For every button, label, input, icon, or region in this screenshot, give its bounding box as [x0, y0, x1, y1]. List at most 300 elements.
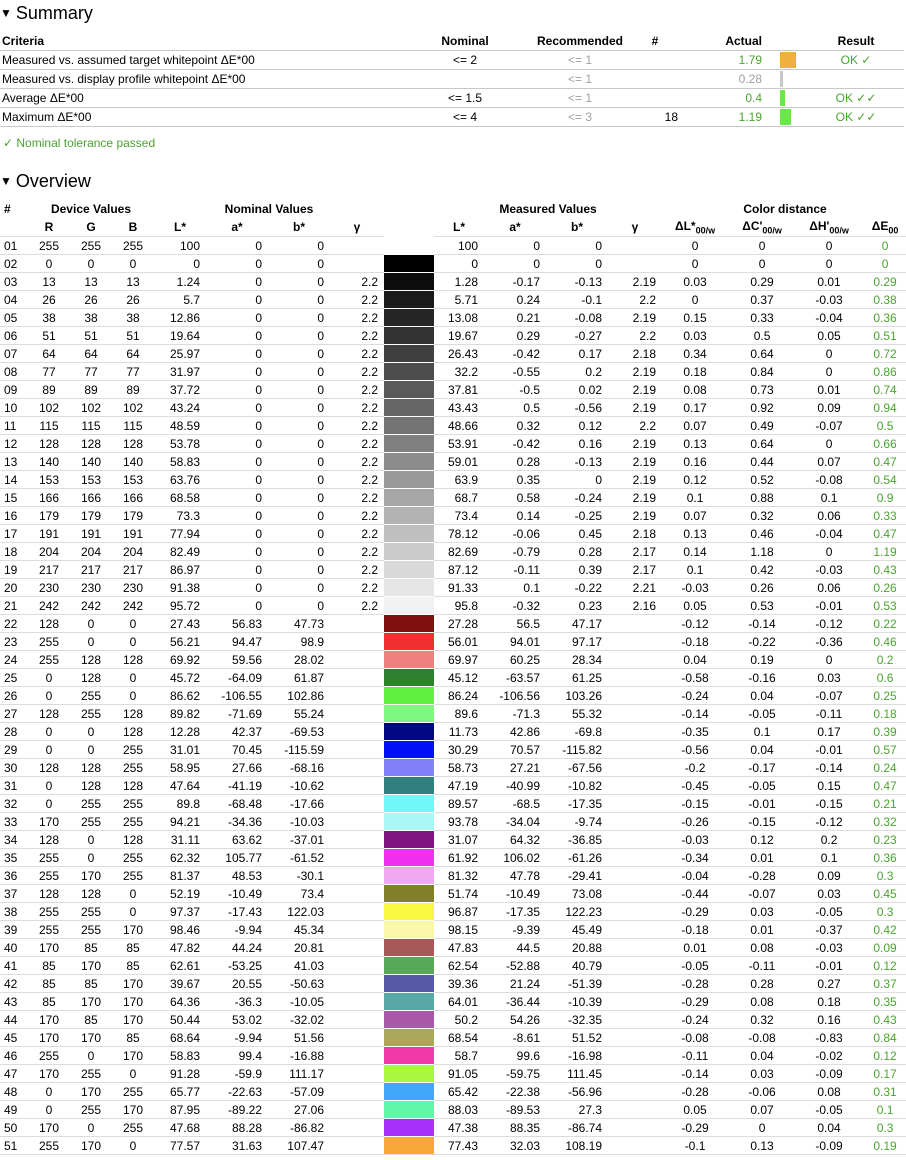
delta-h-cell: 0.07 [796, 453, 862, 471]
nominal-a-cell: 99.4 [206, 1047, 268, 1065]
device-g-cell: 128 [70, 435, 112, 453]
device-r-cell: 255 [28, 867, 70, 885]
color-swatch [384, 957, 434, 975]
device-b-cell: 255 [112, 813, 154, 831]
table-row [0, 327, 906, 345]
measured-a-cell: 0.29 [484, 327, 546, 345]
table-row [0, 867, 906, 885]
delta-h-cell: -0.05 [796, 1101, 862, 1119]
color-swatch [384, 1083, 434, 1101]
nominal-gamma-cell: 2.2 [330, 435, 384, 453]
device-r-cell: 85 [28, 993, 70, 1011]
delta-h-cell: -0.08 [796, 471, 862, 489]
measured-a-cell: -10.49 [484, 885, 546, 903]
device-b-cell: 128 [112, 777, 154, 795]
delta-e-cell: 0.09 [862, 939, 906, 957]
nominal-b-cell: 0 [268, 435, 330, 453]
nominal-l-cell: 52.19 [154, 885, 206, 903]
device-r-cell: 89 [28, 381, 70, 399]
device-r-cell: 0 [28, 777, 70, 795]
nominal-b-cell: 0 [268, 417, 330, 435]
device-r-cell: 128 [28, 615, 70, 633]
nominal-a-cell: 0 [206, 525, 268, 543]
summary-recommended-cell: <= 1 [530, 51, 630, 70]
device-b-cell: 170 [112, 993, 154, 1011]
delta-e-cell: 0.39 [862, 723, 906, 741]
device-b-cell: 242 [112, 597, 154, 615]
nominal-gamma-cell [330, 849, 384, 867]
device-g-cell: 77 [70, 363, 112, 381]
measured-l-cell: 91.33 [434, 579, 484, 597]
device-r-cell: 255 [28, 633, 70, 651]
nominal-a-cell: 59.56 [206, 651, 268, 669]
nominal-a-cell: -89.22 [206, 1101, 268, 1119]
nominal-gamma-cell [330, 957, 384, 975]
nominal-gamma-cell [330, 777, 384, 795]
delta-h-cell: 0.09 [796, 399, 862, 417]
summary-count-cell [630, 70, 680, 89]
delta-c-cell: -0.16 [728, 669, 796, 687]
patch-number-cell: 18 [0, 543, 28, 561]
delta-h-cell: 0.08 [796, 1083, 862, 1101]
table-row [0, 291, 906, 309]
table-row [0, 1137, 906, 1155]
color-swatch [384, 525, 434, 543]
nominal-l-header: L* [174, 220, 186, 234]
delta-c-cell: 0.1 [728, 723, 796, 741]
summary-table [0, 32, 904, 127]
nominal-gamma-cell [330, 669, 384, 687]
patch-number-cell: 36 [0, 867, 28, 885]
delta-c-cell: 0.03 [728, 903, 796, 921]
recommended-header: Recommended [536, 34, 624, 48]
device-b-cell: 0 [112, 687, 154, 705]
device-r-cell: 26 [28, 291, 70, 309]
nominal-l-cell: 89.82 [154, 705, 206, 723]
color-swatch [384, 669, 434, 687]
measured-a-cell: -0.55 [484, 363, 546, 381]
nominal-a-cell: -71.69 [206, 705, 268, 723]
nominal-gamma-cell: 2.2 [330, 291, 384, 309]
device-g-cell: 13 [70, 273, 112, 291]
device-r-cell: 0 [28, 795, 70, 813]
measured-gamma-cell [608, 921, 662, 939]
color-swatch [384, 741, 434, 759]
delta-e-cell: 0.47 [862, 525, 906, 543]
device-b-cell: 128 [112, 435, 154, 453]
device-b-cell: 128 [112, 651, 154, 669]
measured-b-cell: -67.56 [546, 759, 608, 777]
measured-gamma-cell: 2.19 [608, 381, 662, 399]
measured-gamma-cell [608, 741, 662, 759]
measured-gamma-cell [608, 1083, 662, 1101]
color-swatch [384, 417, 434, 435]
color-swatch [384, 327, 434, 345]
nominal-gamma-cell [330, 687, 384, 705]
measured-a-cell: -0.42 [484, 345, 546, 363]
device-b-cell: 170 [112, 975, 154, 993]
table-row [0, 777, 906, 795]
measured-l-cell: 51.74 [434, 885, 484, 903]
summary-nominal-cell: <= 1.5 [400, 89, 530, 108]
delta-h-cell: 0.01 [796, 273, 862, 291]
measured-gamma-cell [608, 759, 662, 777]
device-g-cell: 179 [70, 507, 112, 525]
patch-number-cell: 12 [0, 435, 28, 453]
summary-bar [780, 90, 785, 106]
delta-l-cell: 0.13 [662, 525, 728, 543]
patch-number-cell: 40 [0, 939, 28, 957]
delta-e-cell: 0.36 [862, 309, 906, 327]
measured-b-cell: -10.82 [546, 777, 608, 795]
device-g-cell: 0 [70, 255, 112, 273]
delta-l-cell: 0.18 [662, 363, 728, 381]
measured-l-cell: 0 [434, 255, 484, 273]
table-row [0, 489, 906, 507]
measured-b-cell: 0 [546, 471, 608, 489]
delta-c-cell: 0.12 [728, 831, 796, 849]
measured-l-cell: 78.12 [434, 525, 484, 543]
nominal-l-cell: 43.24 [154, 399, 206, 417]
nominal-l-cell: 87.95 [154, 1101, 206, 1119]
measured-l-cell: 68.7 [434, 489, 484, 507]
device-g-cell: 140 [70, 453, 112, 471]
delta-e-cell: 0.86 [862, 363, 906, 381]
measured-l-cell: 59.01 [434, 453, 484, 471]
device-g-cell: 0 [70, 633, 112, 651]
device-g-cell: 0 [70, 831, 112, 849]
nominal-gamma-cell [330, 1137, 384, 1155]
measured-gamma-cell: 2.19 [608, 507, 662, 525]
measured-gamma-cell: 2.2 [608, 291, 662, 309]
delta-e-cell: 0.18 [862, 705, 906, 723]
measured-b-cell: 111.45 [546, 1065, 608, 1083]
table-row [0, 579, 906, 597]
delta-l-cell: 0 [662, 237, 728, 255]
color-swatch [384, 399, 434, 417]
delta-l-cell: -0.58 [662, 669, 728, 687]
nominal-l-cell: 53.78 [154, 435, 206, 453]
delta-c-cell: 0.52 [728, 471, 796, 489]
measured-b-cell: 0.16 [546, 435, 608, 453]
device-g-cell: 170 [70, 1029, 112, 1047]
delta-l-cell: 0.07 [662, 507, 728, 525]
patch-number-cell: 48 [0, 1083, 28, 1101]
device-g-cell: 230 [70, 579, 112, 597]
nominal-l-cell: 1.24 [154, 273, 206, 291]
nominal-a-cell: -64.09 [206, 669, 268, 687]
delta-e-cell: 0.12 [862, 957, 906, 975]
device-g-cell: 128 [70, 759, 112, 777]
summary-actual-cell: 0.4 [680, 89, 780, 108]
measured-l-cell: 53.91 [434, 435, 484, 453]
nominal-gamma-cell: 2.2 [330, 453, 384, 471]
measured-gamma-cell: 2.19 [608, 399, 662, 417]
nominal-a-cell: 20.55 [206, 975, 268, 993]
measured-gamma-cell: 2.21 [608, 579, 662, 597]
measured-a-cell: -0.11 [484, 561, 546, 579]
delta-l-cell: -0.1 [662, 1137, 728, 1155]
device-r-cell: 204 [28, 543, 70, 561]
summary-recommended-cell: <= 1 [530, 89, 630, 108]
measured-b-cell: 27.3 [546, 1101, 608, 1119]
measured-a-cell: -89.53 [484, 1101, 546, 1119]
device-r-cell: 170 [28, 1029, 70, 1047]
measured-l-cell: 93.78 [434, 813, 484, 831]
delta-l-cell: -0.45 [662, 777, 728, 795]
delta-l-cell: 0.03 [662, 273, 728, 291]
delta-l-cell: 0.12 [662, 471, 728, 489]
g-header: G [86, 220, 96, 234]
delta-e-cell: 0.3 [862, 903, 906, 921]
delta-e-header: $\Delta E_{00}$ [871, 218, 899, 236]
table-row [0, 309, 906, 327]
color-swatch [384, 453, 434, 471]
nominal-b-cell: 0 [268, 579, 330, 597]
device-r-cell: 0 [28, 687, 70, 705]
measured-a-cell: -34.04 [484, 813, 546, 831]
measured-l-cell: 43.43 [434, 399, 484, 417]
device-r-cell: 166 [28, 489, 70, 507]
patch-number-cell: 33 [0, 813, 28, 831]
nominal-gamma-cell: 2.2 [330, 417, 384, 435]
measured-b-cell: 40.79 [546, 957, 608, 975]
color-swatch [384, 723, 434, 741]
measured-gamma-cell [608, 777, 662, 795]
patch-number-cell: 43 [0, 993, 28, 1011]
table-row [0, 885, 906, 903]
nominal-l-cell: 69.92 [154, 651, 206, 669]
device-r-cell: 255 [28, 651, 70, 669]
measured-a-cell: -63.57 [484, 669, 546, 687]
nominal-b-cell: 0 [268, 525, 330, 543]
delta-h-cell: 0.1 [796, 849, 862, 867]
delta-e-cell: 0.29 [862, 273, 906, 291]
delta-c-cell: -0.22 [728, 633, 796, 651]
patch-number-cell: 10 [0, 399, 28, 417]
nominal-l-cell: 98.46 [154, 921, 206, 939]
nominal-b-cell: 0 [268, 543, 330, 561]
measured-b-cell: 0.02 [546, 381, 608, 399]
nominal-b-cell: 0 [268, 471, 330, 489]
device-g-cell: 166 [70, 489, 112, 507]
color-swatch [384, 1065, 434, 1083]
device-g-cell: 170 [70, 993, 112, 1011]
delta-c-cell: 0.5 [728, 327, 796, 345]
color-swatch [384, 597, 434, 615]
color-swatch [384, 363, 434, 381]
nominal-b-cell: 0 [268, 237, 330, 255]
summary-count-cell: 18 [630, 108, 680, 127]
summary-actual-cell: 1.79 [680, 51, 780, 70]
table-row [0, 633, 906, 651]
delta-c-cell: 0.07 [728, 1101, 796, 1119]
delta-l-cell: -0.15 [662, 795, 728, 813]
device-g-cell: 153 [70, 471, 112, 489]
device-r-cell: 85 [28, 975, 70, 993]
nominal-gamma-cell: 2.2 [330, 597, 384, 615]
collapse-triangle-icon[interactable]: ▼ [0, 174, 12, 188]
patch-number-cell: 19 [0, 561, 28, 579]
table-row [0, 993, 906, 1011]
overview-heading[interactable] [0, 170, 91, 192]
summary-heading[interactable] [0, 2, 93, 24]
delta-e-cell: 0.43 [862, 561, 906, 579]
device-g-cell: 115 [70, 417, 112, 435]
nominal-gamma-cell: 2.2 [330, 327, 384, 345]
nominal-l-cell: 86.97 [154, 561, 206, 579]
nominal-l-cell: 77.57 [154, 1137, 206, 1155]
measured-a-cell: -52.88 [484, 957, 546, 975]
measured-a-cell: 99.6 [484, 1047, 546, 1065]
delta-l-cell: -0.18 [662, 633, 728, 651]
device-b-cell: 89 [112, 381, 154, 399]
color-swatch [384, 255, 434, 273]
table-row [0, 795, 906, 813]
device-b-cell: 255 [112, 867, 154, 885]
nominal-a-cell: -9.94 [206, 1029, 268, 1047]
color-swatch [384, 561, 434, 579]
device-r-cell: 115 [28, 417, 70, 435]
measured-l-cell: 96.87 [434, 903, 484, 921]
summary-nominal-cell [400, 70, 530, 89]
measured-gamma-cell [608, 1065, 662, 1083]
nominal-b-cell: -37.01 [268, 831, 330, 849]
device-b-cell: 38 [112, 309, 154, 327]
patch-number-cell: 16 [0, 507, 28, 525]
measured-l-cell: 56.01 [434, 633, 484, 651]
table-row [0, 435, 906, 453]
patch-number-cell: 23 [0, 633, 28, 651]
measured-b-cell: 0.12 [546, 417, 608, 435]
measured-b-cell: 0 [546, 237, 608, 255]
measured-b-cell: -32.35 [546, 1011, 608, 1029]
measured-b-cell: -0.24 [546, 489, 608, 507]
delta-h-cell: 0.06 [796, 507, 862, 525]
table-row [0, 615, 906, 633]
nominal-b-cell: -10.62 [268, 777, 330, 795]
patch-number-cell: 24 [0, 651, 28, 669]
nominal-l-cell: 94.21 [154, 813, 206, 831]
device-b-cell: 0 [112, 903, 154, 921]
measured-l-cell: 63.9 [434, 471, 484, 489]
num-header: # [4, 202, 11, 216]
nominal-a-cell: 0 [206, 345, 268, 363]
nominal-a-cell: -22.63 [206, 1083, 268, 1101]
nominal-b-cell: 47.73 [268, 615, 330, 633]
device-b-cell: 255 [112, 741, 154, 759]
nominal-b-cell: 0 [268, 399, 330, 417]
delta-c-cell: 0.53 [728, 597, 796, 615]
measured-gamma-cell [608, 975, 662, 993]
delta-c-cell: -0.05 [728, 705, 796, 723]
measured-a-cell: 56.5 [484, 615, 546, 633]
delta-e-cell: 0.45 [862, 885, 906, 903]
nominal-gamma-header: γ [353, 220, 361, 234]
measured-a-cell: 0 [484, 237, 546, 255]
delta-h-cell: -0.02 [796, 1047, 862, 1065]
device-g-cell: 255 [70, 903, 112, 921]
nominal-gamma-cell: 2.2 [330, 543, 384, 561]
table-row [0, 363, 906, 381]
measured-l-cell: 47.19 [434, 777, 484, 795]
collapse-triangle-icon[interactable]: ▼ [0, 6, 12, 20]
device-g-cell: 255 [70, 705, 112, 723]
delta-l-cell: -0.03 [662, 831, 728, 849]
measured-b-cell: 45.49 [546, 921, 608, 939]
patch-number-cell: 34 [0, 831, 28, 849]
nominal-l-cell: 12.28 [154, 723, 206, 741]
measured-gamma-cell [608, 615, 662, 633]
nominal-b-cell: 102.86 [268, 687, 330, 705]
measured-l-cell: 47.38 [434, 1119, 484, 1137]
b-header: B [128, 220, 138, 234]
device-r-cell: 38 [28, 309, 70, 327]
nominal-b-cell: 0 [268, 453, 330, 471]
delta-h-cell: -0.83 [796, 1029, 862, 1047]
delta-c-cell: 0.49 [728, 417, 796, 435]
measured-b-cell: 0.39 [546, 561, 608, 579]
summary-recommended-cell: <= 1 [530, 70, 630, 89]
nominal-b-cell: -16.88 [268, 1047, 330, 1065]
measured-l-cell: 87.12 [434, 561, 484, 579]
delta-h-cell: 0.16 [796, 1011, 862, 1029]
overview-subheader-row [0, 218, 906, 237]
device-g-cell: 0 [70, 741, 112, 759]
nominal-l-cell: 5.7 [154, 291, 206, 309]
delta-c-cell: 0.84 [728, 363, 796, 381]
measured-l-cell: 89.6 [434, 705, 484, 723]
measured-l-cell: 82.69 [434, 543, 484, 561]
patch-number-cell: 47 [0, 1065, 28, 1083]
nominal-a-cell: 0 [206, 399, 268, 417]
nominal-gamma-cell [330, 741, 384, 759]
measured-gamma-header: γ [631, 220, 639, 234]
patch-number-cell: 35 [0, 849, 28, 867]
device-r-cell: 128 [28, 831, 70, 849]
delta-h-cell: -0.07 [796, 687, 862, 705]
color-swatch [384, 345, 434, 363]
device-b-cell: 13 [112, 273, 154, 291]
delta-e-cell: 0.23 [862, 831, 906, 849]
delta-l-cell: -0.12 [662, 615, 728, 633]
delta-c-cell: 0.88 [728, 489, 796, 507]
nominal-a-cell: -106.55 [206, 687, 268, 705]
measured-l-cell: 1.28 [434, 273, 484, 291]
nominal-l-cell: 45.72 [154, 669, 206, 687]
measured-gamma-cell [608, 705, 662, 723]
measured-a-cell: -9.39 [484, 921, 546, 939]
nominal-a-cell: 63.62 [206, 831, 268, 849]
delta-c-header: $\Delta C'_{00/w}$ [742, 218, 782, 236]
delta-c-cell: 0.28 [728, 975, 796, 993]
nominal-gamma-cell [330, 1101, 384, 1119]
delta-e-cell: 0.21 [862, 795, 906, 813]
measured-l-cell: 37.81 [434, 381, 484, 399]
nominal-a-cell: 0 [206, 543, 268, 561]
nominal-a-cell: 56.83 [206, 615, 268, 633]
color-swatch [384, 651, 434, 669]
nominal-b-cell: 28.02 [268, 651, 330, 669]
delta-c-cell: 0.01 [728, 849, 796, 867]
color-swatch [384, 543, 434, 561]
measured-gamma-cell [608, 993, 662, 1011]
device-g-cell: 85 [70, 939, 112, 957]
table-row [0, 543, 906, 561]
table-row [0, 561, 906, 579]
delta-e-cell: 0.94 [862, 399, 906, 417]
delta-l-cell: 0.08 [662, 381, 728, 399]
